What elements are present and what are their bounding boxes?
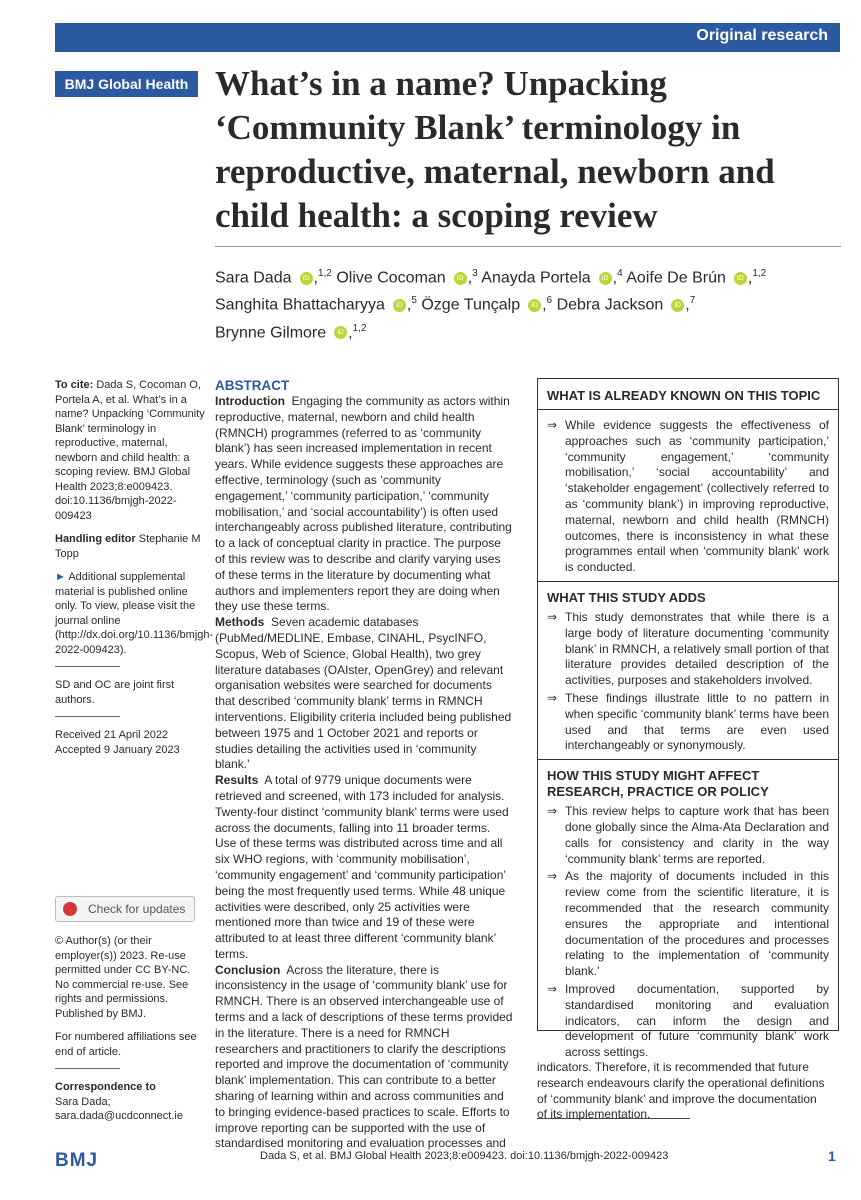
sidebar-divider xyxy=(55,1068,120,1069)
orcid-icon[interactable]: iD xyxy=(393,299,406,312)
author-affiliation: 3 xyxy=(472,268,478,279)
key-message-text: While evidence suggests the effectiveness of approaches such as ‘community participation,’ ‘community engagement,’ ‘community mobilisation,’ ‘social accountability’ and ‘stakeholder engagement’ (collectively referred to as ‘community blank’) in improving reproductive, maternal, newborn and child health (RMNCH) outcomes, there is inconsistency in what these programmes entail when ‘community blank’ work is conducted. xyxy=(565,418,829,575)
conclusion-text: Across the literature, there is inconsistency in the usage of ‘community blank’ use for RMNCH. There is an observed interchangeable use of terms and a lack of descriptions of these terms provided in the literature. There is a need for RMNCH researchers and practitioners to clarify the descriptions reported and improve the documentation of ‘community blank’ implementation. This can contribute to a better sharing of learning within and across communities and to bringing evidence-based practices to scale. Efforts to improve reporting can be supported with the use of standardised monitoring and evaluation processes and xyxy=(215,962,513,1151)
correspondence-name: Sara Dada; xyxy=(55,1095,111,1108)
footnote-divider xyxy=(537,1118,690,1119)
key-message-item xyxy=(547,982,829,1061)
results-label: Results xyxy=(215,773,259,788)
key-message-item xyxy=(547,869,829,980)
key-message-heading: WHAT IS ALREADY KNOWN ON THIS TOPIC xyxy=(547,388,821,403)
implies-arrow-icon: ⇒ xyxy=(547,690,558,705)
cite-label: To cite: xyxy=(55,379,94,391)
key-message-heading: WHAT THIS STUDY ADDS xyxy=(547,589,706,605)
author-name: Olive Cocoman xyxy=(336,269,446,287)
author-name: Brynne Gilmore xyxy=(215,323,327,341)
abstract-results xyxy=(215,773,513,963)
conclusion-label: Conclusion xyxy=(215,962,281,977)
key-message-text: These findings illustrate little to no pattern in when specific ‘community blank’ terms have been used and that terms are even used interchangeably or synonymously. xyxy=(565,690,829,753)
abstract-continuation: indicators. Therefore, it is recommended that future research endeavours clarify the operational definitions of ‘community blank’ and improve the documentation of its implementation. xyxy=(537,1060,825,1122)
author-name: Sanghita Bhattacharyya xyxy=(215,296,385,314)
check-updates-label: Check for updates xyxy=(88,902,186,916)
orcid-icon[interactable]: iD xyxy=(599,272,612,285)
key-message-item xyxy=(547,804,829,867)
triangle-icon: ► xyxy=(55,571,66,583)
supplemental-note[interactable] xyxy=(55,570,214,657)
author-name: Anayda Portela xyxy=(481,269,591,287)
key-message-text: This review helps to capture work that has been done globally since the Alma-Ata Declaration and calls for consistency and clarity in the way ‘community blank’ terms are reported. xyxy=(565,804,829,866)
orcid-icon[interactable]: iD xyxy=(528,299,541,312)
results-text: A total of 9779 unique documents were retrieved and screened, with 173 included for analysis. Twenty-four distinct ‘community blank’ terms were used across the documents, falling into 11 broader terms. Use of these terms was distributed across time and all six WHO regions, with ‘community mobilisation’, ‘community engagement’ and ‘community participation’ being the most frequently used terms. While 48 unique activities were described, only 25 activities were mentioned more than twice and 19 of these were attributed to at least three different ‘community blank’ terms. xyxy=(215,773,509,961)
methods-label: Methods xyxy=(215,615,265,630)
header-band xyxy=(55,23,840,52)
crossmark-icon xyxy=(63,902,77,916)
correspondence-email[interactable]: sara.dada@ucdconnect.ie xyxy=(55,1110,183,1122)
key-message-text: As the majority of documents included in this review come from the scientific literature, it is recommended that the research community ensures the appropriate and intentional documentation of the procedures and processes relating to the implementation of ‘community blank.’ xyxy=(565,869,829,979)
journal-logo[interactable]: BMJ Global Health xyxy=(55,71,198,97)
orcid-icon[interactable]: iD xyxy=(734,272,747,285)
abstract-methods xyxy=(215,615,513,773)
author-name: Aoife De Brún xyxy=(626,269,726,287)
orcid-icon[interactable]: iD xyxy=(334,326,347,339)
title-divider xyxy=(215,246,841,247)
key-message-heading: HOW THIS STUDY MIGHT AFFECT RESEARCH, PRACTICE OR POLICY xyxy=(547,768,769,800)
orcid-icon[interactable]: iD xyxy=(454,272,467,285)
affiliations-note: For numbered affiliations see end of article. xyxy=(55,1031,197,1058)
orcid-icon[interactable]: iD xyxy=(300,272,313,285)
key-message-text: This study demonstrates that while there is a large body of literature documenting ‘community blank’ in RMNCH, a relatively small portion of that literature provides detailed description of the activities, purposes and stakeholders involved. xyxy=(565,609,829,688)
implies-arrow-icon: ⇒ xyxy=(547,981,558,996)
author-name: Sara Dada xyxy=(215,269,292,287)
sidebar-divider xyxy=(55,666,120,667)
article-type-label: Original research xyxy=(696,27,828,44)
implies-arrow-icon: ⇒ xyxy=(547,869,558,884)
methods-text: Seven academic databases (PubMed/MEDLINE, Embase, CINAHL, PsycINFO, Scopus, Web of Science, Global Health), two grey literature databases (OAIster, OpenGrey) and relevant organisation websites were searched for documents that described ‘community blank’ terms in RMNCH interventions. Eligibility criteria included being published between 1975 and 1 October 2021 and reports or studies detailing the activities used in ‘community blank.’ xyxy=(215,615,512,772)
key-box-divider xyxy=(538,581,838,582)
key-box-divider xyxy=(538,759,838,760)
sidebar-divider xyxy=(55,716,120,717)
footer-citation: Dada S, et al. BMJ Global Health 2023;8:e009423. doi:10.1136/bmjgh-2022-009423 xyxy=(260,1150,669,1162)
handling-editor xyxy=(55,532,205,561)
key-messages-box xyxy=(537,378,839,1060)
author-affiliation: 1,2 xyxy=(317,268,332,279)
author-affiliation: 1,2 xyxy=(752,268,767,279)
orcid-icon[interactable]: iD xyxy=(671,299,684,312)
key-message-item xyxy=(547,691,829,754)
author-affiliation: 5 xyxy=(411,295,417,307)
joint-first-note: SD and OC are joint first authors. xyxy=(55,679,175,706)
copyright-notice: © Author(s) (or their employer(s)) 2023. Re-use permitted under CC BY-NC. No commercial re-use. See rights and permissions. Published by BMJ. xyxy=(55,935,191,1020)
author-affiliation: 6 xyxy=(546,295,553,307)
accepted-date: Accepted 9 January 2023 xyxy=(55,743,180,756)
article-title: What’s in a name? Unpacking ‘Community Blank’ terminology in reproductive, maternal, newborn and child health: a scoping review xyxy=(215,64,775,235)
implies-arrow-icon: ⇒ xyxy=(547,804,558,819)
implies-arrow-icon: ⇒ xyxy=(547,418,558,432)
handling-label: Handling editor xyxy=(55,533,136,545)
abstract-heading: ABSTRACT xyxy=(215,378,290,393)
introduction-label: Introduction xyxy=(215,394,285,408)
key-message-item xyxy=(547,418,829,576)
implies-arrow-icon: ⇒ xyxy=(547,609,558,624)
author-name: Özge Tunçalp xyxy=(421,296,521,314)
author-name: Debra Jackson xyxy=(556,296,664,314)
key-box-divider xyxy=(538,409,838,410)
cite-text: Dada S, Cocoman O, Portela A, et al. What’s in a name? Unpacking ‘Community Blank’ terminology in reproductive, maternal, newborn and child health: a scoping review. BMJ Global Health 2023;8:e009423. doi:10.1136/bmjgh-2022-009423 xyxy=(55,379,205,522)
correspondence-label: Correspondence to xyxy=(55,1081,156,1093)
author-affiliation: 7 xyxy=(689,295,696,307)
abstract-introduction xyxy=(215,394,513,615)
bmj-footer-logo[interactable]: BMJ xyxy=(55,1150,99,1171)
received-date: Received 21 April 2022 xyxy=(55,729,169,741)
key-message-item xyxy=(547,610,829,689)
author-list: Sara Dada iD ,$^{1,2}$ Olive Cocoman iD ,$^3$ Anayda Portela iD ,$^4$ Aoife De Brún iD ,$^{1,2}$ Sanghita Bhattacharyya iD ,$^5$ Özge Tunçalp iD ,$^6$ Debra Jackson iD ,$^7$ Brynne Gilmore iD ,$^{1,2}$ xyxy=(215,268,767,341)
check-for-updates-button[interactable] xyxy=(55,896,195,922)
abstract-conclusion xyxy=(215,963,513,1153)
supplemental-text: Additional supplemental material is published online only. To view, please visit the journal online (http://dx.doi.org/10.1136/bmjgh-2022-009423). xyxy=(55,571,214,656)
author-affiliation: 1,2 xyxy=(352,322,367,334)
key-message-text: Improved documentation, supported by standardised monitoring and evaluation indicators, can inform the design and development of future ‘community blank’ work across settings. xyxy=(565,981,829,1060)
handling-name: Stephanie M Topp xyxy=(55,533,201,560)
page-number: 1 xyxy=(828,1148,836,1164)
introduction-text: Engaging the community as actors within reproductive, maternal, newborn and child health (RMNCH) programmes (referred to as ‘community blank’) has seen increased implementation in recent years. While evidence suggests these approaches are effective, terminology (such as ‘community engagement,’ ‘community participation,’ ‘community mobilisation,’ and ‘social accountability’) is often used interchangeably across published literature, contributing to a lack of conceptual clarity in practice. The purpose of this review was to describe and clarify varying uses of these terms in the literature by documenting what authors and implementers report they are doing when they use these terms. xyxy=(215,394,512,614)
author-affiliation: 4 xyxy=(617,268,623,279)
citation-block xyxy=(55,378,205,523)
left-sidebar xyxy=(55,378,214,1133)
abstract xyxy=(215,378,513,1152)
